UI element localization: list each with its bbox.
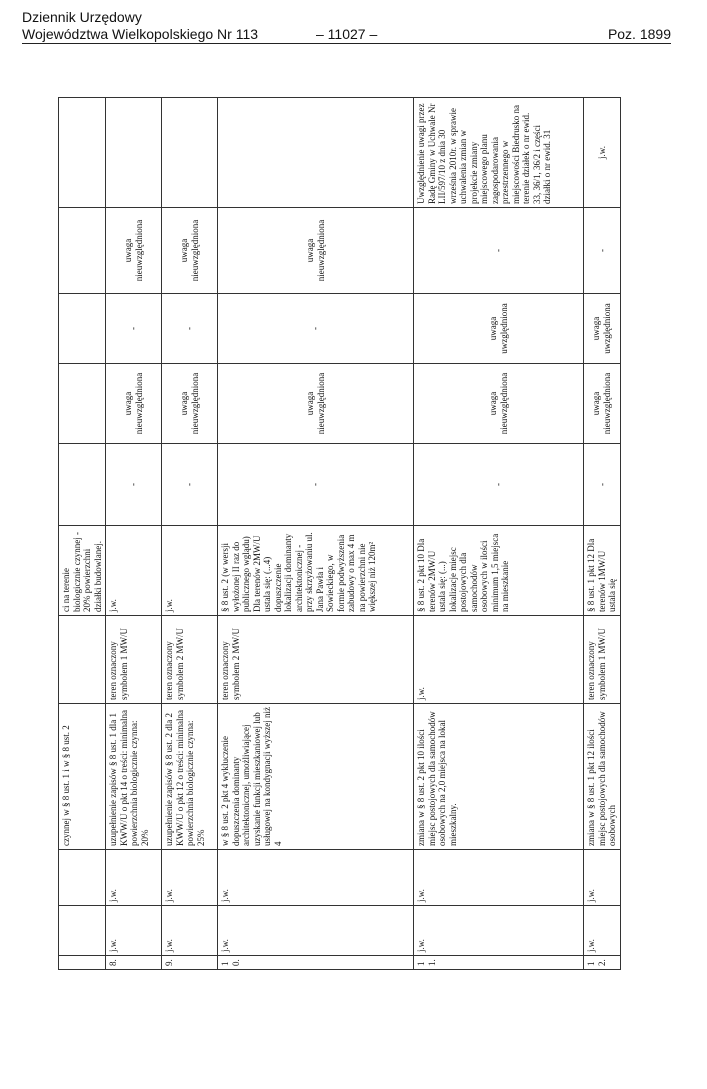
page-number: – 11027 – — [316, 26, 378, 42]
table-cell — [218, 98, 414, 208]
table-cell: j.w. — [584, 850, 621, 906]
table-cell: 9. — [162, 956, 218, 970]
table-cell: teren oznaczony symbolem 1 MW/U — [106, 616, 162, 704]
table-cell: uwaga nieuwzględniona — [162, 364, 218, 444]
table-cell: j.w. — [414, 616, 584, 704]
table-cell — [59, 444, 106, 526]
table-frame — [58, 98, 617, 970]
table-cell: uzupełnienie zapisów § 8 ust. 2 dla 2 KWW/U o pkt 12 o treści: minimalna powierzchnia biologicznie czynna: 25% — [162, 704, 218, 850]
table-cell: uwaga nieuwzględniona — [162, 208, 218, 294]
table-cell: czynnej w § 8 ust. 1 i w § 8 ust. 2 — [59, 704, 106, 850]
table-cell: j.w. — [162, 906, 218, 956]
table-cell: - — [414, 208, 584, 294]
table-cell: - — [584, 444, 621, 526]
table-cell: uwaga nieuwzględniona — [414, 364, 584, 444]
table-cell: - — [162, 444, 218, 526]
table-cell — [59, 294, 106, 364]
table-cell — [106, 98, 162, 208]
table-cell: j.w. — [218, 850, 414, 906]
table-row — [59, 98, 106, 970]
table-cell: - — [106, 294, 162, 364]
table-cell: - — [162, 294, 218, 364]
table-cell: j.w. — [414, 906, 584, 956]
table-cell — [162, 98, 218, 208]
table-cell — [59, 956, 106, 970]
table-cell — [59, 850, 106, 906]
table-cell: j.w. — [218, 906, 414, 956]
table-cell — [59, 208, 106, 294]
table-cell: - — [414, 444, 584, 526]
table-cell: j.w. — [414, 850, 584, 906]
table-cell: 11. — [414, 956, 584, 970]
table-row — [106, 98, 162, 970]
table-cell: uwaga uwzględniona — [584, 294, 621, 364]
table-cell: uwaga uwzględniona — [414, 294, 584, 364]
table-cell — [59, 616, 106, 704]
table-cell: j.w. — [584, 906, 621, 956]
table-cell: j.w. — [584, 98, 621, 208]
journal-issue: Województwa Wielkopolskiego Nr 113 — [22, 26, 259, 42]
header-divider — [22, 43, 671, 44]
table-cell: § 8 ust. 1 pkt 12 Dla terenów 1MW/U ustala się — [584, 526, 621, 616]
table-cell: zmiana w § 8 ust. 1 pkt 12 ilości miejsc postojowych dla samochodów osobowych — [584, 704, 621, 850]
table-row — [584, 98, 621, 970]
table-cell: Uwzględnienie uwagi przez Radę Gminy w Uchwale Nr LII/597/10 z dnia 30 września 2010r. w sprawie uchwalenia zmian w projekcie zmiany miejscowego planu zagospodarowania przestrzennego w miejscowości Biedrusko na terenie działek o nr ewid. 33, 36/1, 36/2 i części działki o nr ewid. 31 — [414, 98, 584, 208]
table-row — [162, 98, 218, 970]
table-cell: zmiana w § 8 ust. 2 pkt 10 ilości miejsc postojowych dla samochodów osobowych na 2,0 miejsca na lokal mieszkalny. — [414, 704, 584, 850]
table-cell: uwaga nieuwzględniona — [218, 364, 414, 444]
table-cell: w § 8 ust. 2 pkt 4 wykluczenie dopuszczenia dominanty architektonicznej, umożliwiającej uzyskanie funkcji mieszkaniowej lub usługowej na kondygnacji wyższej niż 4 — [218, 704, 414, 850]
table-cell: teren oznaczony symbolem 2 MW/U — [162, 616, 218, 704]
table-cell: uzupełnienie zapisów § 8 ust. 1 dla 1 KWW/U o pkt 14 o treści: minimalna powierzchnia biologicznie czynna: 20% — [106, 704, 162, 850]
journal-title: Dziennik Urzędowy — [22, 9, 142, 25]
table-cell: uwaga nieuwzględniona — [584, 364, 621, 444]
table-cell: j.w. — [106, 526, 162, 616]
table-cell: uwaga nieuwzględniona — [218, 208, 414, 294]
position-number: Poz. 1899 — [607, 26, 671, 42]
table-cell: - — [218, 294, 414, 364]
table-cell — [59, 906, 106, 956]
table-cell: ci na terenie biologicznie czynnej - 20% powierzchni działki budowlanej. — [59, 526, 106, 616]
table-cell: - — [584, 208, 621, 294]
table-cell: j.w. — [106, 850, 162, 906]
table-cell — [59, 98, 106, 208]
table-cell: 10. — [218, 956, 414, 970]
table-cell: - — [106, 444, 162, 526]
rotated-table-container — [58, 98, 617, 970]
table-cell: uwaga nieuwzględniona — [106, 208, 162, 294]
table-row — [414, 98, 584, 970]
table-cell: j.w. — [106, 906, 162, 956]
table-row — [218, 98, 414, 970]
table-cell: j.w. — [162, 850, 218, 906]
table-cell: j.w. — [162, 526, 218, 616]
table-cell — [59, 364, 106, 444]
table-cell: § 8 ust. 2 (w wersji wyłożonej II raz do publicznego wglądu) Dla terenów 2MW/U ustala się: (...4) dopuszczenie lokalizacji dominanty architektonicznej - przy skrzyżowaniu ul. Jana Pawła i Sowieckiego, w formie podwyższenia zabudowy o max 4 m na powierzchni nie większej niż 120m² — [218, 526, 414, 616]
table-cell: teren oznaczony symbolem 2 MW/U — [218, 616, 414, 704]
table-cell: 8. — [106, 956, 162, 970]
table-cell: uwaga nieuwzględniona — [106, 364, 162, 444]
table-cell: 12. — [584, 956, 621, 970]
table-cell: teren oznaczony symbolem 1 MW/U — [584, 616, 621, 704]
table-cell: § 8 ust. 2 pkt 10 Dla terenów 2MW/U ustala się: (...) lokalizacje miejsc postojowych dla samochodów osobowych w ilości minimum 1,5 miejsca na mieszkanie — [414, 526, 584, 616]
remarks-table — [58, 97, 621, 970]
table-cell: - — [218, 444, 414, 526]
